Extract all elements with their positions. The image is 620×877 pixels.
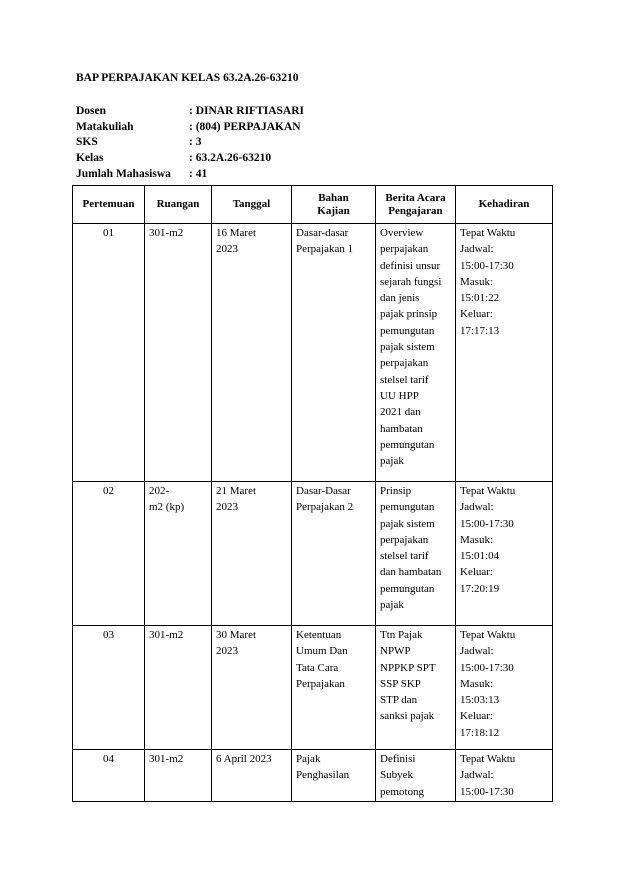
cell-ruangan: 301-m2	[145, 750, 212, 802]
cell-bahan-kajian: Dasar-dasar Perpajakan 1	[292, 224, 376, 482]
cell-ruangan: 202- m2 (kp)	[145, 482, 212, 626]
cell-tanggal: 30 Maret 2023	[212, 626, 292, 750]
cell-pertemuan: 04	[73, 750, 145, 802]
info-row-kelas	[76, 151, 304, 167]
table-row	[73, 750, 553, 802]
cell-tanggal: 16 Maret 2023	[212, 224, 292, 482]
info-label: Kelas	[76, 152, 104, 165]
info-value: : 41	[189, 167, 208, 180]
info-row-matakuliah	[76, 120, 304, 136]
cell-tanggal: 21 Maret 2023	[212, 482, 292, 626]
cell-bahan-kajian: Ketentuan Umum Dan Tata Cara Perpajakan	[292, 626, 376, 750]
cell-bahan-kajian: Pajak Penghasilan	[292, 750, 376, 802]
info-row-sks	[76, 135, 304, 151]
col-header-tanggal: Tanggal	[212, 186, 292, 224]
col-header-bahan-kajian: Bahan Kajian	[292, 186, 376, 224]
info-value: : DINAR RIFTIASARI	[189, 105, 305, 117]
cell-berita-acara: Definisi Subyek pemotong	[376, 750, 456, 802]
cell-kehadiran: Tepat Waktu Jadwal: 15:00-17:30 Masuk: 15:03:13 Keluar: 17:18:12	[456, 626, 553, 750]
document-title: BAP PERPAJAKAN KELAS 63.2A.26-63210	[76, 72, 299, 84]
info-value: : (804) PERPAJAKAN	[189, 120, 301, 133]
cell-pertemuan: 03	[73, 626, 145, 750]
cell-berita-acara: Prinsip pemungutan pajak sistem perpajakan stelsel tarif dan hambatan pemungutan pajak	[376, 482, 456, 626]
cell-kehadiran: Tepat Waktu Jadwal: 15:00-17:30 Masuk: 15:01:04 Keluar: 17:20:19	[456, 482, 553, 626]
cell-ruangan: 301-m2	[145, 224, 212, 482]
table-row	[73, 224, 553, 482]
course-info	[76, 104, 304, 182]
info-label: Jumlah Mahasiswa	[76, 167, 171, 180]
info-row-dosen	[76, 104, 304, 120]
cell-ruangan: 301-m2	[145, 626, 212, 750]
cell-kehadiran: Tepat Waktu Jadwal: 15:00-17:30	[456, 750, 553, 802]
info-label: Dosen	[76, 105, 107, 117]
table-row	[73, 482, 553, 626]
cell-pertemuan: 02	[73, 482, 145, 626]
info-label: Matakuliah	[76, 120, 134, 133]
cell-kehadiran: Tepat Waktu Jadwal: 15:00-17:30 Masuk: 15:01:22 Keluar: 17:17:13	[456, 224, 553, 482]
table-row	[73, 626, 553, 750]
cell-bahan-kajian: Dasar-Dasar Perpajakan 2	[292, 482, 376, 626]
info-row-jumlah-mahasiswa	[76, 167, 304, 183]
info-value: : 3	[189, 136, 202, 149]
attendance-table	[72, 185, 553, 802]
col-header-pertemuan: Pertemuan	[73, 186, 145, 224]
cell-berita-acara: Ttn Pajak NPWP NPPKP SPT SSP SKP STP dan sanksi pajak	[376, 626, 456, 750]
cell-pertemuan: 01	[73, 224, 145, 482]
info-label: SKS	[76, 136, 98, 149]
col-header-berita-acara: Berita Acara Pengajaran	[376, 186, 456, 224]
col-header-kehadiran: Kehadiran	[456, 186, 553, 224]
info-value: : 63.2A.26-63210	[189, 152, 272, 165]
cell-berita-acara: Overview perpajakan definisi unsur sejarah fungsi dan jenis pajak prinsip pemungutan pajak sistem perpajakan stelsel tarif UU HPP 2021 dan hambatan pemungutan pajak	[376, 224, 456, 482]
col-header-ruangan: Ruangan	[145, 186, 212, 224]
table-header-row	[73, 186, 553, 224]
cell-tanggal: 6 April 2023	[212, 750, 292, 802]
